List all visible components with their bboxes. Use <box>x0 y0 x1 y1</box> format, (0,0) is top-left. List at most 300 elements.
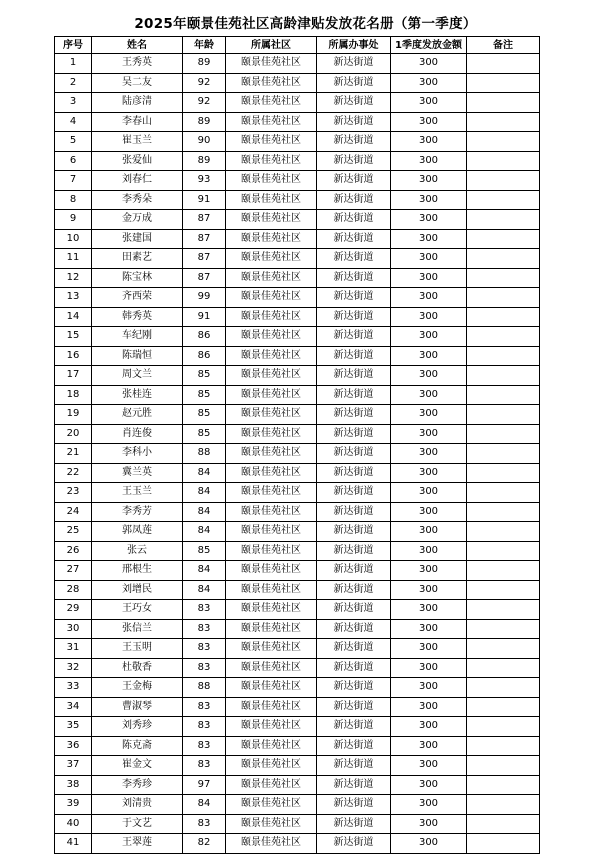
cell-office: 新达街道 <box>317 717 391 737</box>
cell-community: 颐景佳苑社区 <box>226 814 317 834</box>
cell-community: 颐景佳苑社区 <box>226 151 317 171</box>
cell-amount: 300 <box>391 171 467 191</box>
cell-name: 崔金文 <box>92 756 183 776</box>
cell-age: 83 <box>183 639 226 659</box>
cell-amount: 300 <box>391 756 467 776</box>
cell-amount: 300 <box>391 834 467 854</box>
cell-note <box>467 561 540 581</box>
cell-age: 89 <box>183 112 226 132</box>
cell-no: 8 <box>55 190 92 210</box>
cell-name: 王巧女 <box>92 600 183 620</box>
cell-office: 新达街道 <box>317 112 391 132</box>
cell-no: 22 <box>55 463 92 483</box>
cell-office: 新达街道 <box>317 327 391 347</box>
cell-age: 86 <box>183 346 226 366</box>
cell-name: 曹淑琴 <box>92 697 183 717</box>
cell-no: 9 <box>55 210 92 230</box>
cell-office: 新达街道 <box>317 580 391 600</box>
cell-community: 颐景佳苑社区 <box>226 405 317 425</box>
cell-amount: 300 <box>391 619 467 639</box>
table-row <box>55 249 540 269</box>
cell-community: 颐景佳苑社区 <box>226 112 317 132</box>
cell-age: 89 <box>183 54 226 74</box>
cell-note <box>467 697 540 717</box>
cell-age: 83 <box>183 814 226 834</box>
table-row <box>55 600 540 620</box>
cell-no: 18 <box>55 385 92 405</box>
cell-amount: 300 <box>391 697 467 717</box>
cell-note <box>467 502 540 522</box>
cell-name: 陈瑞恒 <box>92 346 183 366</box>
cell-amount: 300 <box>391 385 467 405</box>
cell-note <box>467 229 540 249</box>
cell-no: 13 <box>55 288 92 308</box>
cell-amount: 300 <box>391 814 467 834</box>
table-row <box>55 814 540 834</box>
cell-note <box>467 93 540 113</box>
cell-no: 12 <box>55 268 92 288</box>
cell-age: 85 <box>183 424 226 444</box>
cell-no: 40 <box>55 814 92 834</box>
cell-no: 6 <box>55 151 92 171</box>
cell-amount: 300 <box>391 249 467 269</box>
subsidy-roster-table <box>54 36 540 854</box>
cell-age: 87 <box>183 210 226 230</box>
cell-amount: 300 <box>391 502 467 522</box>
cell-name: 刘春仁 <box>92 171 183 191</box>
cell-amount: 300 <box>391 346 467 366</box>
cell-note <box>467 580 540 600</box>
cell-office: 新达街道 <box>317 561 391 581</box>
cell-office: 新达街道 <box>317 834 391 854</box>
table-row <box>55 93 540 113</box>
cell-no: 26 <box>55 541 92 561</box>
header-office: 所属办事处 <box>317 37 391 54</box>
cell-office: 新达街道 <box>317 385 391 405</box>
cell-office: 新达街道 <box>317 483 391 503</box>
cell-amount: 300 <box>391 639 467 659</box>
table-row <box>55 73 540 93</box>
cell-note <box>467 541 540 561</box>
table-row <box>55 171 540 191</box>
cell-name: 杜敬香 <box>92 658 183 678</box>
cell-no: 25 <box>55 522 92 542</box>
cell-community: 颐景佳苑社区 <box>226 678 317 698</box>
cell-name: 李秀珍 <box>92 775 183 795</box>
cell-name: 于文艺 <box>92 814 183 834</box>
cell-name: 齐西荣 <box>92 288 183 308</box>
cell-community: 颐景佳苑社区 <box>226 249 317 269</box>
table-row <box>55 112 540 132</box>
cell-note <box>467 405 540 425</box>
table-row <box>55 151 540 171</box>
cell-name: 陈克斋 <box>92 736 183 756</box>
cell-community: 颐景佳苑社区 <box>226 385 317 405</box>
cell-community: 颐景佳苑社区 <box>226 424 317 444</box>
cell-no: 27 <box>55 561 92 581</box>
cell-office: 新达街道 <box>317 775 391 795</box>
table-row <box>55 288 540 308</box>
cell-office: 新达街道 <box>317 210 391 230</box>
cell-amount: 300 <box>391 210 467 230</box>
cell-community: 颐景佳苑社区 <box>226 327 317 347</box>
cell-amount: 300 <box>391 483 467 503</box>
cell-amount: 300 <box>391 658 467 678</box>
cell-no: 24 <box>55 502 92 522</box>
cell-office: 新达街道 <box>317 658 391 678</box>
cell-note <box>467 814 540 834</box>
cell-office: 新达街道 <box>317 502 391 522</box>
cell-amount: 300 <box>391 112 467 132</box>
table-row <box>55 678 540 698</box>
cell-no: 4 <box>55 112 92 132</box>
cell-community: 颐景佳苑社区 <box>226 541 317 561</box>
cell-amount: 300 <box>391 541 467 561</box>
cell-community: 颐景佳苑社区 <box>226 619 317 639</box>
table-row <box>55 210 540 230</box>
cell-age: 84 <box>183 580 226 600</box>
cell-no: 28 <box>55 580 92 600</box>
cell-note <box>467 73 540 93</box>
cell-community: 颐景佳苑社区 <box>226 93 317 113</box>
cell-office: 新达街道 <box>317 600 391 620</box>
document-title: 2025年颐景佳苑社区高龄津贴发放花名册（第一季度） <box>134 16 477 32</box>
cell-no: 19 <box>55 405 92 425</box>
cell-name: 王翠莲 <box>92 834 183 854</box>
cell-office: 新达街道 <box>317 795 391 815</box>
cell-name: 王玉兰 <box>92 483 183 503</box>
table-row <box>55 54 540 74</box>
cell-name: 李春山 <box>92 112 183 132</box>
cell-amount: 300 <box>391 522 467 542</box>
table-row <box>55 483 540 503</box>
cell-no: 2 <box>55 73 92 93</box>
cell-note <box>467 210 540 230</box>
table-row <box>55 834 540 854</box>
cell-name: 赵元胜 <box>92 405 183 425</box>
cell-age: 84 <box>183 795 226 815</box>
cell-name: 韩秀英 <box>92 307 183 327</box>
cell-note <box>467 678 540 698</box>
cell-community: 颐景佳苑社区 <box>226 366 317 386</box>
cell-amount: 300 <box>391 561 467 581</box>
cell-name: 李秀朵 <box>92 190 183 210</box>
cell-community: 颐景佳苑社区 <box>226 483 317 503</box>
cell-community: 颐景佳苑社区 <box>226 190 317 210</box>
header-community: 所属社区 <box>226 37 317 54</box>
table-row <box>55 756 540 776</box>
cell-office: 新达街道 <box>317 522 391 542</box>
cell-no: 23 <box>55 483 92 503</box>
cell-name: 张爱仙 <box>92 151 183 171</box>
table-row <box>55 639 540 659</box>
cell-community: 颐景佳苑社区 <box>226 561 317 581</box>
table-row <box>55 132 540 152</box>
cell-name: 周文兰 <box>92 366 183 386</box>
cell-community: 颐景佳苑社区 <box>226 210 317 230</box>
cell-community: 颐景佳苑社区 <box>226 775 317 795</box>
cell-amount: 300 <box>391 190 467 210</box>
cell-age: 85 <box>183 541 226 561</box>
cell-community: 颐景佳苑社区 <box>226 54 317 74</box>
cell-note <box>467 424 540 444</box>
cell-community: 颐景佳苑社区 <box>226 639 317 659</box>
table-row <box>55 327 540 347</box>
cell-note <box>467 112 540 132</box>
cell-age: 91 <box>183 307 226 327</box>
cell-no: 32 <box>55 658 92 678</box>
cell-amount: 300 <box>391 73 467 93</box>
cell-community: 颐景佳苑社区 <box>226 444 317 464</box>
cell-no: 41 <box>55 834 92 854</box>
cell-no: 35 <box>55 717 92 737</box>
cell-community: 颐景佳苑社区 <box>226 268 317 288</box>
cell-amount: 300 <box>391 327 467 347</box>
cell-no: 21 <box>55 444 92 464</box>
cell-amount: 300 <box>391 307 467 327</box>
cell-name: 刘增民 <box>92 580 183 600</box>
cell-age: 83 <box>183 756 226 776</box>
cell-no: 29 <box>55 600 92 620</box>
cell-community: 颐景佳苑社区 <box>226 600 317 620</box>
cell-amount: 300 <box>391 229 467 249</box>
cell-age: 87 <box>183 229 226 249</box>
cell-no: 7 <box>55 171 92 191</box>
cell-note <box>467 834 540 854</box>
cell-age: 84 <box>183 522 226 542</box>
cell-office: 新达街道 <box>317 54 391 74</box>
cell-office: 新达街道 <box>317 619 391 639</box>
cell-age: 82 <box>183 834 226 854</box>
cell-age: 83 <box>183 600 226 620</box>
cell-age: 99 <box>183 288 226 308</box>
cell-community: 颐景佳苑社区 <box>226 717 317 737</box>
cell-note <box>467 658 540 678</box>
table-row <box>55 366 540 386</box>
cell-age: 84 <box>183 483 226 503</box>
cell-no: 15 <box>55 327 92 347</box>
table-row <box>55 229 540 249</box>
cell-office: 新达街道 <box>317 229 391 249</box>
cell-age: 92 <box>183 73 226 93</box>
cell-no: 34 <box>55 697 92 717</box>
table-row <box>55 444 540 464</box>
cell-note <box>467 463 540 483</box>
cell-no: 36 <box>55 736 92 756</box>
cell-age: 91 <box>183 190 226 210</box>
cell-no: 37 <box>55 756 92 776</box>
cell-no: 10 <box>55 229 92 249</box>
header-amount: 1季度发放金额 <box>391 37 467 54</box>
cell-age: 90 <box>183 132 226 152</box>
cell-amount: 300 <box>391 444 467 464</box>
cell-name: 郭凤莲 <box>92 522 183 542</box>
cell-no: 38 <box>55 775 92 795</box>
table-row <box>55 190 540 210</box>
cell-name: 金万成 <box>92 210 183 230</box>
cell-amount: 300 <box>391 132 467 152</box>
cell-community: 颐景佳苑社区 <box>226 658 317 678</box>
cell-community: 颐景佳苑社区 <box>226 697 317 717</box>
cell-note <box>467 775 540 795</box>
cell-office: 新达街道 <box>317 444 391 464</box>
cell-note <box>467 717 540 737</box>
cell-age: 87 <box>183 249 226 269</box>
cell-no: 17 <box>55 366 92 386</box>
cell-note <box>467 736 540 756</box>
cell-amount: 300 <box>391 151 467 171</box>
header-name: 姓名 <box>92 37 183 54</box>
cell-name: 王秀英 <box>92 54 183 74</box>
table-row <box>55 424 540 444</box>
cell-amount: 300 <box>391 288 467 308</box>
table-row <box>55 522 540 542</box>
cell-community: 颐景佳苑社区 <box>226 736 317 756</box>
cell-office: 新达街道 <box>317 151 391 171</box>
cell-amount: 300 <box>391 268 467 288</box>
cell-note <box>467 249 540 269</box>
cell-community: 颐景佳苑社区 <box>226 795 317 815</box>
cell-note <box>467 307 540 327</box>
cell-office: 新达街道 <box>317 307 391 327</box>
cell-no: 31 <box>55 639 92 659</box>
table-row <box>55 775 540 795</box>
cell-office: 新达街道 <box>317 424 391 444</box>
cell-age: 83 <box>183 658 226 678</box>
header-age: 年龄 <box>183 37 226 54</box>
cell-note <box>467 54 540 74</box>
cell-office: 新达街道 <box>317 697 391 717</box>
cell-amount: 300 <box>391 463 467 483</box>
cell-office: 新达街道 <box>317 678 391 698</box>
cell-office: 新达街道 <box>317 366 391 386</box>
cell-amount: 300 <box>391 54 467 74</box>
cell-office: 新达街道 <box>317 736 391 756</box>
cell-name: 王玉明 <box>92 639 183 659</box>
cell-name: 刘清贵 <box>92 795 183 815</box>
table-row <box>55 795 540 815</box>
cell-community: 颐景佳苑社区 <box>226 580 317 600</box>
cell-note <box>467 132 540 152</box>
cell-no: 30 <box>55 619 92 639</box>
cell-age: 88 <box>183 444 226 464</box>
cell-age: 93 <box>183 171 226 191</box>
cell-note <box>467 268 540 288</box>
cell-no: 33 <box>55 678 92 698</box>
table-row <box>55 463 540 483</box>
cell-age: 85 <box>183 366 226 386</box>
cell-name: 肖连俊 <box>92 424 183 444</box>
cell-age: 83 <box>183 717 226 737</box>
cell-no: 39 <box>55 795 92 815</box>
cell-office: 新达街道 <box>317 73 391 93</box>
table-row <box>55 502 540 522</box>
cell-note <box>467 444 540 464</box>
cell-office: 新达街道 <box>317 268 391 288</box>
cell-community: 颐景佳苑社区 <box>226 756 317 776</box>
cell-office: 新达街道 <box>317 171 391 191</box>
cell-office: 新达街道 <box>317 249 391 269</box>
cell-name: 崔玉兰 <box>92 132 183 152</box>
cell-amount: 300 <box>391 366 467 386</box>
cell-note <box>467 639 540 659</box>
table-row <box>55 385 540 405</box>
cell-note <box>467 171 540 191</box>
cell-age: 97 <box>183 775 226 795</box>
cell-name: 吴二友 <box>92 73 183 93</box>
cell-name: 陈宝林 <box>92 268 183 288</box>
cell-note <box>467 522 540 542</box>
header-note: 备注 <box>467 37 540 54</box>
cell-community: 颐景佳苑社区 <box>226 171 317 191</box>
cell-age: 88 <box>183 678 226 698</box>
table-row <box>55 307 540 327</box>
header-no: 序号 <box>55 37 92 54</box>
cell-name: 李秀芳 <box>92 502 183 522</box>
cell-name: 李科小 <box>92 444 183 464</box>
cell-office: 新达街道 <box>317 541 391 561</box>
cell-amount: 300 <box>391 580 467 600</box>
cell-name: 张建国 <box>92 229 183 249</box>
cell-age: 85 <box>183 405 226 425</box>
cell-office: 新达街道 <box>317 463 391 483</box>
cell-note <box>467 756 540 776</box>
cell-office: 新达街道 <box>317 756 391 776</box>
cell-community: 颐景佳苑社区 <box>226 522 317 542</box>
cell-name: 车纪刚 <box>92 327 183 347</box>
cell-amount: 300 <box>391 717 467 737</box>
cell-community: 颐景佳苑社区 <box>226 463 317 483</box>
cell-age: 83 <box>183 619 226 639</box>
cell-note <box>467 619 540 639</box>
table-row <box>55 346 540 366</box>
cell-name: 刘秀珍 <box>92 717 183 737</box>
cell-age: 84 <box>183 463 226 483</box>
cell-note <box>467 366 540 386</box>
cell-amount: 300 <box>391 775 467 795</box>
table-row <box>55 580 540 600</box>
cell-note <box>467 151 540 171</box>
cell-office: 新达街道 <box>317 405 391 425</box>
table-row <box>55 405 540 425</box>
cell-amount: 300 <box>391 405 467 425</box>
cell-name: 张桂连 <box>92 385 183 405</box>
cell-no: 3 <box>55 93 92 113</box>
cell-community: 颐景佳苑社区 <box>226 73 317 93</box>
cell-name: 田素艺 <box>92 249 183 269</box>
cell-age: 86 <box>183 327 226 347</box>
cell-office: 新达街道 <box>317 132 391 152</box>
table-row <box>55 717 540 737</box>
cell-name: 邢根生 <box>92 561 183 581</box>
cell-no: 5 <box>55 132 92 152</box>
table-row <box>55 658 540 678</box>
cell-office: 新达街道 <box>317 346 391 366</box>
cell-age: 92 <box>183 93 226 113</box>
cell-community: 颐景佳苑社区 <box>226 307 317 327</box>
table-row <box>55 619 540 639</box>
cell-amount: 300 <box>391 678 467 698</box>
cell-note <box>467 600 540 620</box>
cell-name: 张云 <box>92 541 183 561</box>
cell-community: 颐景佳苑社区 <box>226 834 317 854</box>
cell-no: 16 <box>55 346 92 366</box>
header-row <box>55 37 540 54</box>
table-row <box>55 268 540 288</box>
cell-age: 85 <box>183 385 226 405</box>
cell-note <box>467 385 540 405</box>
cell-office: 新达街道 <box>317 639 391 659</box>
